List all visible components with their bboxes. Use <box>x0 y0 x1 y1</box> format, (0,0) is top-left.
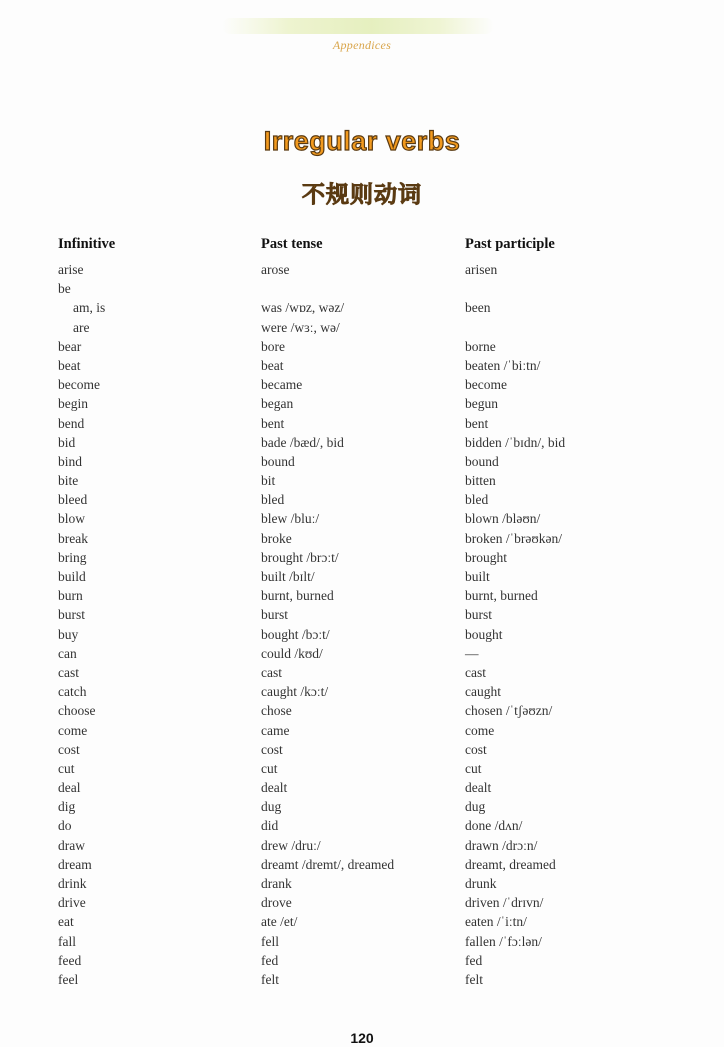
table-row <box>0 339 724 358</box>
past-participle-cell: broken /ˈbrəʊkən/ <box>465 530 562 546</box>
page-subtitle: 不规则动词 <box>302 182 422 208</box>
past-tense-cell: did <box>261 818 279 834</box>
past-tense-cell: blew /bluː/ <box>261 511 320 527</box>
infinitive-cell: dream <box>58 856 92 872</box>
past-participle-cell: blown /bləʊn/ <box>465 511 541 527</box>
table-row <box>0 435 724 454</box>
infinitive-cell: catch <box>58 684 87 700</box>
table-row <box>0 972 724 991</box>
table-row <box>0 665 724 684</box>
past-tense-cell: fell <box>261 933 279 949</box>
past-tense-cell: bore <box>261 338 285 354</box>
past-participle-cell: become <box>465 377 507 393</box>
infinitive-cell: deal <box>58 780 81 796</box>
table-row <box>0 377 724 396</box>
past-tense-cell: ate /et/ <box>261 914 298 930</box>
infinitive-cell: beat <box>58 357 81 373</box>
infinitive-cell: build <box>58 569 86 584</box>
table-row <box>0 262 724 281</box>
infinitive-cell: fall <box>58 933 76 949</box>
infinitive-cell: can <box>58 645 77 661</box>
past-participle-cell: cast <box>465 664 486 680</box>
past-tense-cell: beat <box>261 357 284 373</box>
past-participle-cell: dug <box>465 799 486 815</box>
past-tense-cell: burnt, burned <box>261 588 334 604</box>
past-participle-cell: dreamt, dreamed <box>465 856 556 872</box>
infinitive-cell: bite <box>58 473 79 489</box>
past-participle-cell: chosen /ˈtʃəʊzn/ <box>465 703 553 719</box>
infinitive-cell: bleed <box>58 492 88 508</box>
infinitive-cell: dig <box>58 799 76 815</box>
past-tense-cell: cost <box>261 741 283 757</box>
past-participle-cell: felt <box>465 971 483 987</box>
past-participle-cell: drunk <box>465 876 497 891</box>
past-tense-cell: felt <box>261 971 279 987</box>
table-row <box>0 300 724 319</box>
table-row <box>0 454 724 473</box>
past-tense-cell: broke <box>261 530 292 546</box>
past-participle-cell: caught <box>465 684 501 700</box>
column-header-infinitive: Infinitive <box>58 236 116 252</box>
past-participle-cell: done /dʌn/ <box>465 818 523 834</box>
past-tense-cell: fed <box>261 952 279 968</box>
past-participle-cell: bound <box>465 453 499 469</box>
table-row <box>0 627 724 646</box>
past-tense-cell: bade /bæd/, bid <box>261 434 344 450</box>
infinitive-cell: bend <box>58 415 85 431</box>
past-tense-cell: arose <box>261 262 290 277</box>
infinitive-cell: burst <box>58 607 85 623</box>
table-row <box>0 473 724 492</box>
past-participle-cell: burnt, burned <box>465 588 538 604</box>
table-row <box>0 780 724 799</box>
infinitive-cell: eat <box>58 914 74 930</box>
infinitive-cell: begin <box>58 396 88 412</box>
past-participle-cell: bought <box>465 626 503 642</box>
infinitive-cell: blow <box>58 511 85 527</box>
past-tense-cell: bound <box>261 453 295 469</box>
infinitive-cell: draw <box>58 837 85 853</box>
past-tense-cell: could /kʊd/ <box>261 645 323 661</box>
table-row <box>0 646 724 665</box>
table-row <box>0 818 724 837</box>
table-row <box>0 396 724 415</box>
table-row <box>0 416 724 435</box>
table-row <box>0 857 724 876</box>
table-row <box>0 531 724 550</box>
past-tense-cell: burst <box>261 607 288 623</box>
past-participle-cell: come <box>465 722 495 738</box>
infinitive-cell: become <box>58 377 100 393</box>
table-row <box>0 569 724 588</box>
infinitive-cell: drive <box>58 895 86 911</box>
past-participle-cell: built <box>465 569 490 584</box>
table-row <box>0 550 724 569</box>
past-tense-cell: caught /kɔːt/ <box>261 684 329 700</box>
past-tense-cell: drank <box>261 876 292 891</box>
infinitive-cell: do <box>58 818 72 834</box>
past-participle-cell: cut <box>465 760 482 776</box>
page-number: 120 <box>350 1030 374 1046</box>
past-tense-cell: came <box>261 722 290 738</box>
past-participle-cell: drawn /drɔːn/ <box>465 837 538 853</box>
table-row <box>0 838 724 857</box>
past-participle-cell: borne <box>465 338 496 354</box>
infinitive-cell: be <box>58 281 71 297</box>
past-tense-cell: bit <box>261 473 276 489</box>
infinitive-cell: cast <box>58 664 79 680</box>
table-row <box>0 953 724 972</box>
past-tense-cell: bought /bɔːt/ <box>261 626 330 642</box>
past-participle-cell: fed <box>465 952 483 968</box>
past-tense-cell: dreamt /dremt/, dreamed <box>261 856 395 872</box>
infinitive-cell: choose <box>58 703 96 719</box>
table-row <box>0 492 724 511</box>
infinitive-cell: come <box>58 722 88 738</box>
past-participle-cell: burst <box>465 607 492 623</box>
table-row <box>0 684 724 703</box>
past-tense-cell: bled <box>261 492 285 508</box>
column-header-past-tense: Past tense <box>261 236 323 252</box>
past-tense-cell: cast <box>261 664 282 680</box>
infinitive-cell: drink <box>58 876 87 891</box>
past-tense-cell: chose <box>261 703 292 719</box>
infinitive-cell: bear <box>58 338 82 354</box>
table-row <box>0 281 724 300</box>
table-row <box>0 703 724 722</box>
past-participle-cell: dealt <box>465 780 492 796</box>
past-participle-cell: driven /ˈdrɪvn/ <box>465 895 544 911</box>
page-title: Irregular verbs <box>263 126 461 156</box>
table-row <box>0 761 724 780</box>
past-tense-cell: were /wɜː, wə/ <box>261 319 340 335</box>
past-participle-cell: begun <box>465 396 498 412</box>
past-participle-cell: bidden /ˈbɪdn/, bid <box>465 434 566 450</box>
table-row <box>0 607 724 626</box>
verb-table <box>0 262 724 991</box>
past-tense-cell: drove <box>261 895 292 911</box>
table-row <box>0 511 724 530</box>
past-tense-cell: built /bɪlt/ <box>261 569 315 584</box>
table-row <box>0 895 724 914</box>
infinitive-cell: cost <box>58 741 80 757</box>
infinitive-cell: arise <box>58 262 84 277</box>
table-row <box>0 934 724 953</box>
past-participle-cell: bitten <box>465 473 496 489</box>
table-row <box>0 876 724 895</box>
past-tense-cell: dealt <box>261 780 288 796</box>
past-participle-cell: bled <box>465 492 489 508</box>
past-participle-cell: fallen /ˈfɔːlən/ <box>465 933 542 949</box>
infinitive-cell: am, is <box>73 300 106 316</box>
past-participle-cell: bent <box>465 415 489 431</box>
past-tense-cell: dug <box>261 799 282 815</box>
infinitive-cell: cut <box>58 760 75 776</box>
past-participle-cell: brought <box>465 549 507 565</box>
past-tense-cell: bent <box>261 415 285 431</box>
past-tense-cell: became <box>261 377 303 393</box>
infinitive-cell: bind <box>58 453 83 469</box>
infinitive-cell: are <box>73 319 90 335</box>
section-header-label: Appendices <box>332 38 392 52</box>
past-participle-cell: cost <box>465 741 487 757</box>
past-participle-cell: eaten /ˈiːtn/ <box>465 914 527 930</box>
past-participle-cell: arisen <box>465 262 498 277</box>
past-tense-cell: began <box>261 396 294 412</box>
past-tense-cell: drew /druː/ <box>261 837 321 853</box>
column-header-past-participle: Past participle <box>465 236 555 252</box>
table-row <box>0 588 724 607</box>
past-tense-cell: was /wɒz, wəz/ <box>261 300 345 316</box>
table-row <box>0 723 724 742</box>
table-row <box>0 799 724 818</box>
infinitive-cell: feed <box>58 952 82 968</box>
past-tense-cell: cut <box>261 760 278 776</box>
table-row <box>0 320 724 339</box>
table-row <box>0 742 724 761</box>
past-participle-cell: beaten /ˈbiːtn/ <box>465 357 541 373</box>
infinitive-cell: buy <box>58 626 79 642</box>
header-decoration <box>222 18 494 34</box>
infinitive-cell: break <box>58 530 88 546</box>
table-row <box>0 358 724 377</box>
infinitive-cell: feel <box>58 971 79 987</box>
past-participle-cell: — <box>465 645 479 661</box>
infinitive-cell: burn <box>58 588 83 604</box>
table-row <box>0 914 724 933</box>
past-participle-cell: been <box>465 300 491 316</box>
past-tense-cell: brought /brɔːt/ <box>261 549 339 565</box>
infinitive-cell: bid <box>58 434 76 450</box>
infinitive-cell: bring <box>58 549 87 565</box>
